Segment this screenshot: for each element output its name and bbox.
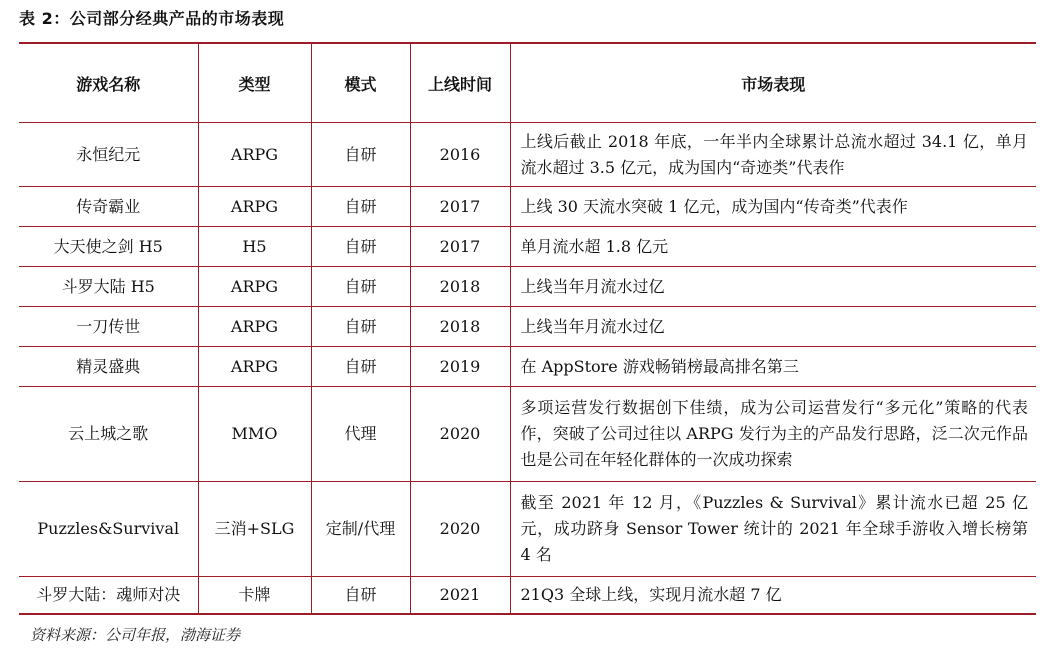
cell-game-name: 大天使之剑 H5 — [19, 227, 198, 267]
cell-market-performance: 上线当年月流水过亿 — [510, 307, 1036, 347]
cell-game-name: 传奇霸业 — [19, 187, 198, 227]
header-row — [19, 44, 1036, 123]
cell-market-performance: 上线当年月流水过亿 — [510, 267, 1036, 307]
cell-genre: ARPG — [198, 307, 311, 347]
cell-launch-year: 2018 — [410, 307, 510, 347]
cell-launch-year: 2021 — [410, 577, 510, 615]
cell-mode: 定制/代理 — [311, 482, 410, 577]
products-table — [19, 44, 1036, 615]
cell-market-performance: 单月流水超 1.8 亿元 — [510, 227, 1036, 267]
cell-genre: 三消+SLG — [198, 482, 311, 577]
table-row — [19, 387, 1036, 482]
cell-market-performance: 多项运营发行数据创下佳绩，成为公司运营发行“多元化”策略的代表作，突破了公司过往以 ARPG 发行为主的产品发行思路，泛二次元作品也是公司在年轻化群体的一次成功探索 — [510, 387, 1036, 482]
cell-mode: 自研 — [311, 187, 410, 227]
header-launch-year: 上线时间 — [410, 44, 510, 123]
table-row — [19, 267, 1036, 307]
cell-genre: ARPG — [198, 347, 311, 387]
cell-game-name: 永恒纪元 — [19, 123, 198, 187]
cell-mode: 自研 — [311, 347, 410, 387]
cell-game-name: 斗罗大陆：魂师对决 — [19, 577, 198, 615]
cell-market-performance: 截至 2021 年 12 月，《Puzzles & Survival》累计流水已超 25 亿元，成功跻身 Sensor Tower 统计的 2021 年全球手游收入增长榜第 4 名 — [510, 482, 1036, 577]
cell-genre: ARPG — [198, 267, 311, 307]
table-row — [19, 482, 1036, 577]
cell-market-performance: 在 AppStore 游戏畅销榜最高排名第三 — [510, 347, 1036, 387]
cell-genre: H5 — [198, 227, 311, 267]
source-note: 资料来源：公司年报，渤海证券 — [30, 626, 241, 644]
cell-game-name: 云上城之歌 — [19, 387, 198, 482]
cell-launch-year: 2020 — [410, 387, 510, 482]
cell-mode: 自研 — [311, 227, 410, 267]
table-row — [19, 123, 1036, 187]
cell-genre: ARPG — [198, 123, 311, 187]
cell-market-performance: 上线后截止 2018 年底，一年半内全球累计总流水超过 34.1 亿，单月流水超过 3.5 亿元，成为国内“奇迹类”代表作 — [510, 123, 1036, 187]
cell-game-name: 一刀传世 — [19, 307, 198, 347]
cell-launch-year: 2018 — [410, 267, 510, 307]
cell-launch-year: 2016 — [410, 123, 510, 187]
table-row — [19, 347, 1036, 387]
cell-launch-year: 2017 — [410, 187, 510, 227]
cell-game-name: Puzzles&Survival — [19, 482, 198, 577]
table-row — [19, 227, 1036, 267]
cell-market-performance: 上线 30 天流水突破 1 亿元，成为国内“传奇类”代表作 — [510, 187, 1036, 227]
table-caption: 表 2：公司部分经典产品的市场表现 — [19, 9, 285, 28]
cell-launch-year: 2020 — [410, 482, 510, 577]
cell-game-name: 精灵盛典 — [19, 347, 198, 387]
header-mode: 模式 — [311, 44, 410, 123]
cell-genre: ARPG — [198, 187, 311, 227]
table-row — [19, 577, 1036, 615]
cell-mode: 自研 — [311, 307, 410, 347]
header-market-performance: 市场表现 — [510, 44, 1036, 123]
cell-mode: 自研 — [311, 577, 410, 615]
table-row — [19, 187, 1036, 227]
cell-mode: 自研 — [311, 123, 410, 187]
cell-genre: 卡牌 — [198, 577, 311, 615]
cell-game-name: 斗罗大陆 H5 — [19, 267, 198, 307]
table-row — [19, 307, 1036, 347]
cell-market-performance: 21Q3 全球上线，实现月流水超 7 亿 — [510, 577, 1036, 615]
cell-mode: 自研 — [311, 267, 410, 307]
header-genre: 类型 — [198, 44, 311, 123]
header-game-name: 游戏名称 — [19, 44, 198, 123]
cell-launch-year: 2019 — [410, 347, 510, 387]
cell-mode: 代理 — [311, 387, 410, 482]
cell-genre: MMO — [198, 387, 311, 482]
cell-launch-year: 2017 — [410, 227, 510, 267]
